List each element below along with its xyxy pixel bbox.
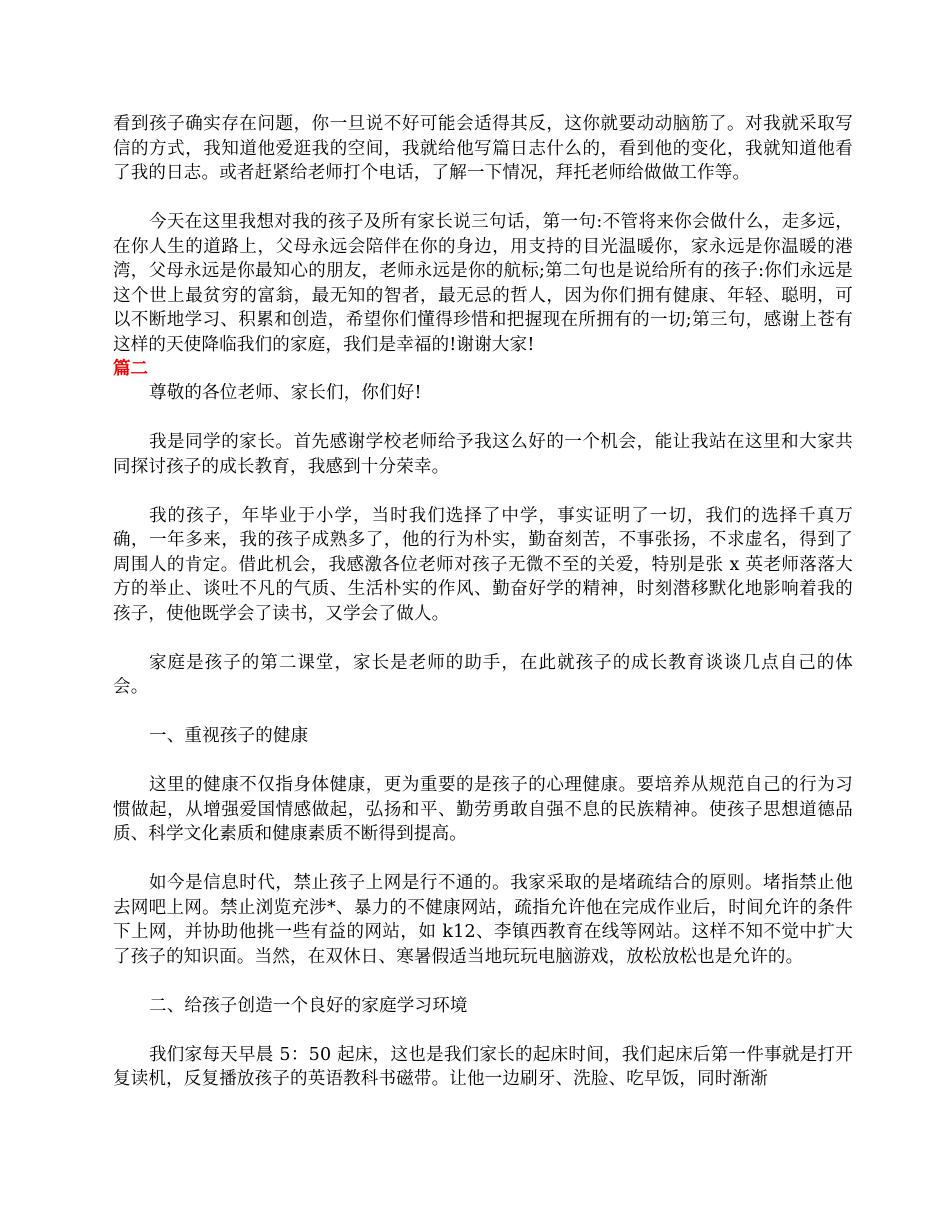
subheading-health: 一、重视孩子的健康 <box>149 726 309 746</box>
paragraph-spacer <box>113 749 853 774</box>
paragraph-intro: 我是同学的家长。首先感谢学校老师给予我这么好的一个机会，能让我站在这里和大家共同探讨孩子的成长教育，我感到十分荣幸。 <box>113 432 853 477</box>
paragraph-spacer <box>113 186 853 211</box>
paragraph-spacer <box>113 847 853 872</box>
paragraph-1: 看到孩子确实存在问题，你一旦说不好可能会适得其反，这你就要动动脑筋了。对我就采取写信的方式，我知道他爱逛我的空间，我就给他写篇日志什么的，看到他的变化，我就知道他看了我的日志。或者赶紧给老师打个电话，了解一下情况，拜托老师给做做工作等。 <box>113 114 853 183</box>
section-heading: 篇二 <box>113 359 148 379</box>
paragraph-spacer <box>113 1018 853 1043</box>
paragraph-child: 我的孩子，年毕业于小学，当时我们选择了中学，事实证明了一切，我们的选择千真万确，一年多来，我的孩子成熟多了，他的行为朴实，勤奋刻苦，不事张扬，不求虚名，得到了周围人的肯定。借此机会，我感激各位老师对孩子无微不至的关爱，特别是张 x 英老师落落大方的举止、谈吐不凡的气质、生活朴实的作风、勤奋好学的精神，时刻潜移默化地影响着我的孩子，使他既学会了读书，又学会了做人。 <box>113 505 853 624</box>
paragraph-internet: 如今是信息时代，禁止孩子上网是行不通的。我家采取的是堵疏结合的原则。堵指禁止他去网吧上网。禁止浏览充涉*、暴力的不健康网站，疏指允许他在完成作业后，时间允许的条件下上网，并协助他挑一些有益的网站，如 k12、李镇西教育在线等网站。这样不知不觉中扩大了孩子的知识面。当然，在双休日、寒暑假适当地玩玩电脑游戏，放松放松也是允许的。 <box>113 873 853 967</box>
paragraph-spacer <box>113 700 853 725</box>
paragraph-family: 家庭是孩子的第二课堂，家长是老师的助手，在此就孩子的成长教育谈谈几点自己的体会。 <box>113 652 853 697</box>
paragraph-spacer <box>113 626 853 651</box>
document-body <box>113 112 853 1092</box>
paragraph-2: 今天在这里我想对我的孩子及所有家长说三句话，第一句:不管将来你会做什么，走多远，在你人生的道路上，父母永远会陪伴在你的身边，用支持的目光温暖你，家永远是你温暖的港湾，父母永远是你最知心的朋友，老师永远是你的航标;第二句也是说给所有的孩子:你们永远是这个世上最贫穷的富翁，最无知的智者，最无忌的哲人，因为你们拥有健康、年轻、聪明，可以不断地学习、积累和创造，希望你们懂得珍惜和把握现在所拥有的一切;第三句，感谢上苍有这样的天使降临我们的家庭，我们是幸福的!谢谢大家! <box>113 212 853 355</box>
paragraph-health: 这里的健康不仅指身体健康，更为重要的是孩子的心理健康。要培养从规范自己的行为习惯做起，从增强爱国情感做起，弘扬和平、勤劳勇敢自强不息的民族精神。使孩子思想道德品质、科学文化素质和健康素质不断得到提高。 <box>113 775 853 844</box>
paragraph-greeting: 尊敬的各位老师、家长们，你们好! <box>149 383 422 403</box>
subheading-environment: 二、给孩子创造一个良好的家庭学习环境 <box>149 995 468 1016</box>
paragraph-spacer <box>113 406 853 431</box>
paragraph-spacer <box>113 969 853 994</box>
paragraph-morning: 我们家每天早晨 5：50 起床，这也是我们家长的起床时间，我们起床后第一件事就是打开复读机，反复播放孩子的英语教科书磁带。让他一边刷牙、洗脸、吃早饭，同时渐渐 <box>113 1044 853 1089</box>
paragraph-spacer <box>113 479 853 504</box>
